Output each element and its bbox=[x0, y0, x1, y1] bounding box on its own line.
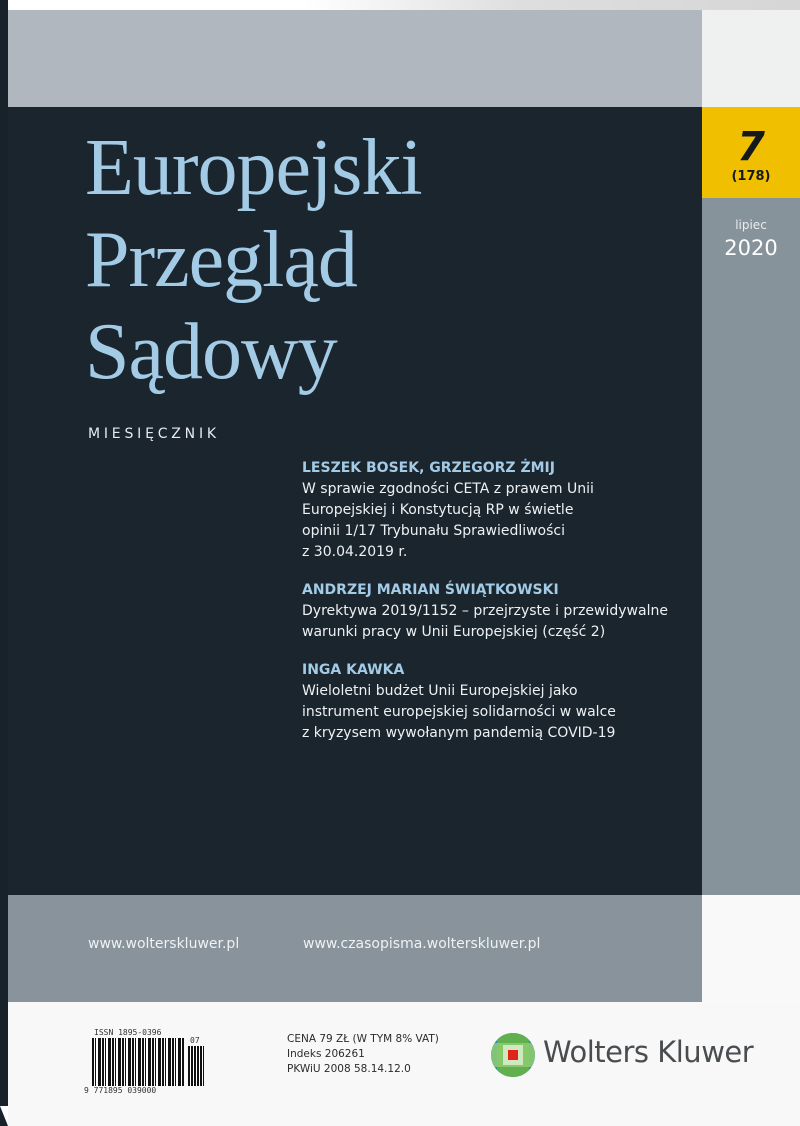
journal-frequency: MIESIĘCZNIK bbox=[88, 426, 220, 442]
barcode bbox=[84, 1028, 214, 1098]
barcode-addon-bars bbox=[188, 1046, 204, 1086]
price-line: CENA 79 ZŁ (W TYM 8% VAT) bbox=[287, 1033, 439, 1045]
wolters-kluwer-globe-icon bbox=[491, 1033, 535, 1077]
publisher-name: Wolters Kluwer bbox=[543, 1035, 754, 1069]
barcode-bars bbox=[92, 1038, 184, 1086]
top-grey-band bbox=[8, 10, 702, 107]
index-line: Indeks 206261 bbox=[287, 1048, 365, 1060]
journals-website-url: www.czasopisma.wolterskluwer.pl bbox=[303, 936, 541, 952]
article-item bbox=[302, 580, 722, 643]
journal-title bbox=[85, 122, 422, 398]
book-spine bbox=[0, 0, 8, 1126]
right-white-block bbox=[702, 895, 800, 1002]
ean-number: 9 771895 039000 bbox=[84, 1086, 157, 1095]
publisher-logo bbox=[491, 1031, 791, 1081]
title-line: Sądowy bbox=[85, 308, 337, 396]
article-title-line: instrument europejskiej solidarności w walce bbox=[302, 704, 616, 720]
article-title-line: warunki pracy w Unii Europejskiej (część 2) bbox=[302, 624, 606, 640]
website-url: www.wolterskluwer.pl bbox=[88, 936, 240, 952]
articles-list bbox=[302, 458, 722, 761]
article-title-line: W sprawie zgodności CETA z prawem Unii bbox=[302, 481, 594, 497]
issue-year: 2020 bbox=[724, 236, 778, 260]
article-title-line: z 30.04.2019 r. bbox=[302, 544, 408, 560]
issue-month: lipiec bbox=[735, 218, 767, 232]
article-author: INGA KAWKA bbox=[302, 662, 405, 678]
pkwiu-line: PKWiU 2008 58.14.12.0 bbox=[287, 1063, 411, 1075]
article-title-line: z kryzysem wywołanym pandemią COVID-19 bbox=[302, 725, 616, 741]
article-title-line: Europejskiej i Konstytucją RP w świetle bbox=[302, 502, 574, 518]
spine-corner bbox=[0, 1106, 8, 1126]
issn-label: ISSN 1895-0396 bbox=[94, 1028, 162, 1037]
article-author: ANDRZEJ MARIAN ŚWIĄTKOWSKI bbox=[302, 582, 559, 598]
title-line: Europejski bbox=[85, 124, 422, 212]
article-item bbox=[302, 458, 722, 563]
title-line: Przegląd bbox=[85, 216, 357, 304]
article-title-line: Dyrektywa 2019/1152 – przejrzyste i przewidywalne bbox=[302, 603, 668, 619]
article-title-line: Wieloletni budżet Unii Europejskiej jako bbox=[302, 683, 578, 699]
issue-number: 7 bbox=[737, 124, 765, 170]
issue-total-number: (178) bbox=[731, 169, 771, 184]
article-title-line: opinii 1/17 Trybunału Sprawiedliwości bbox=[302, 523, 566, 539]
issue-number-badge bbox=[702, 107, 800, 198]
article-author: LESZEK BOSEK, GRZEGORZ ŻMIJ bbox=[302, 460, 555, 476]
top-edge bbox=[0, 0, 800, 10]
article-item bbox=[302, 660, 722, 744]
price-info bbox=[287, 1032, 439, 1077]
barcode-addon-label: 07 bbox=[190, 1036, 200, 1045]
top-right-block bbox=[702, 10, 800, 107]
